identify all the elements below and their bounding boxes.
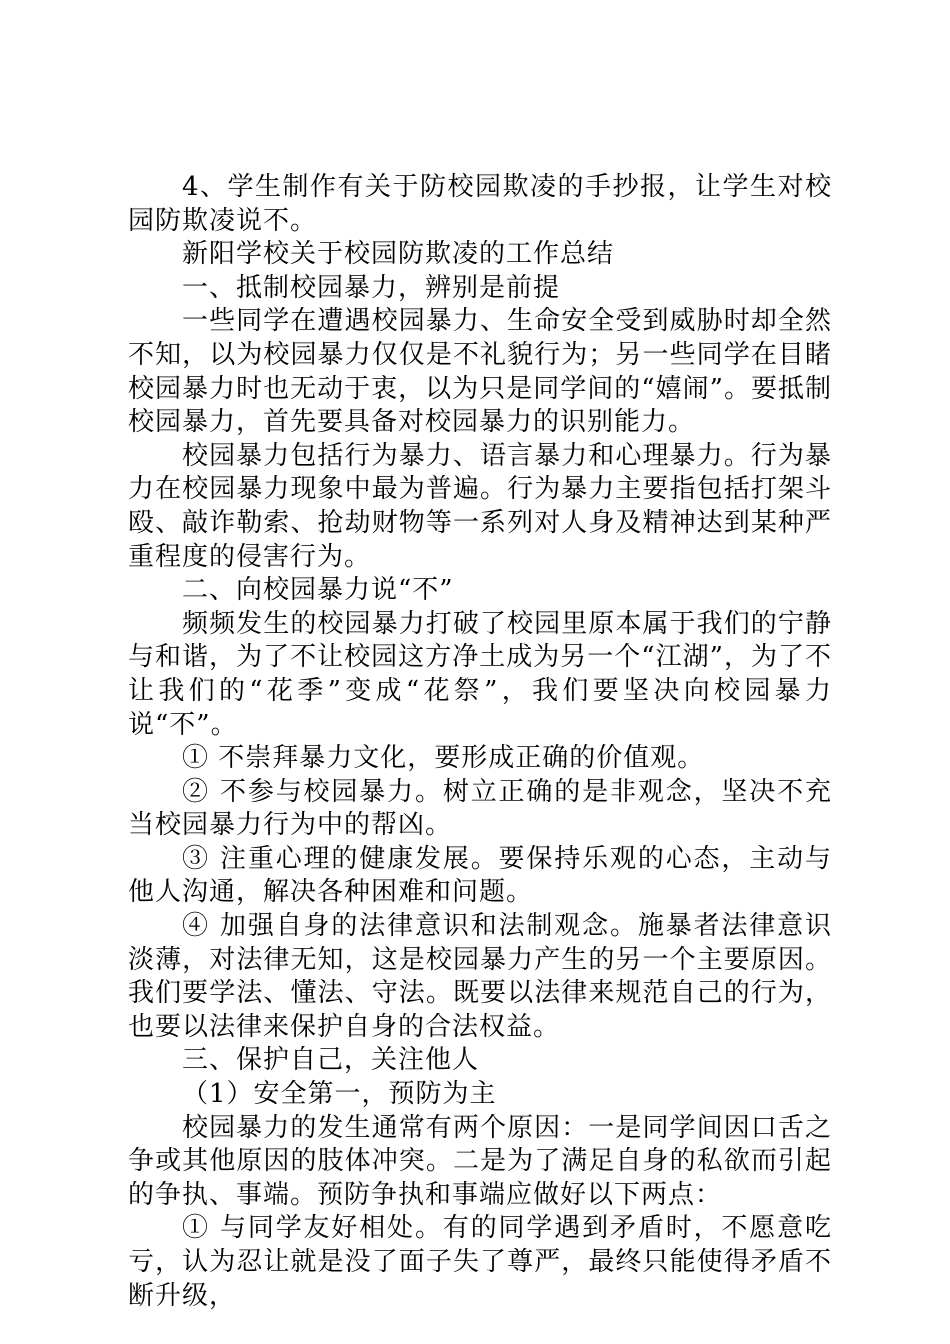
paragraph: 校园暴力的发生通常有两个原因：一是同学间因口舌之争或其他原因的肢体冲突。二是为了满足自身的私欲而引起的争执、事端。预防争执和事端应做好以下两点：: [128, 1112, 832, 1210]
paragraph: 频频发生的校园暴力打破了校园里原本属于我们的宁静与和谐，为了不让校园这方净土成为另一个“江湖”，为了不让我们的“花季”变成“花祭”，我们要坚决向校园暴力说“不”。: [128, 608, 832, 740]
list-item: ② 不参与校园暴力。树立正确的是非观念，坚决不充当校园暴力行为中的帮凶。: [128, 776, 832, 841]
section-heading-2: 二、向校园暴力说“不”: [182, 575, 454, 606]
document-title: 新阳学校关于校园防欺凌的工作总结: [182, 239, 615, 270]
section-heading-3: 三、保护自己，关注他人: [182, 1045, 480, 1076]
paragraph: 一些同学在遭遇校园暴力、生命安全受到威胁时却全然不知，以为校园暴力仅仅是不礼貌行为；另一些同学在目睹校园暴力时也无动于衷，以为只是同学间的“嬉闹”。要抵制校园暴力，首先要具备对校园暴力的识别能力。: [128, 306, 832, 438]
paragraph: 校园暴力包括行为暴力、语言暴力和心理暴力。行为暴力在校园暴力现象中最为普遍。行为暴力主要指包括打架斗殴、敲诈勒索、抢劫财物等一系列对人身及精神达到某种严重程度的侵害行为。: [128, 440, 832, 572]
paragraph-item-4: 4、学生制作有关于防校园欺凌的手抄报，让学生对校园防欺凌说不。: [128, 172, 832, 236]
list-item: ④ 加强自身的法律意识和法制观念。施暴者法律意识淡薄，对法律无知，这是校园暴力产生的另一个主要原因。我们要学法、懂法、守法。既要以法律来规范自己的行为，也要以法律来保护自身的合法权益。: [128, 911, 832, 1042]
list-item: ① 与同学友好相处。有的同学遇到矛盾时，不愿意吃亏，认为忍让就是没了面子失了尊严，最终只能使得矛盾不断升级，: [128, 1213, 832, 1311]
document-body: [128, 171, 832, 1313]
subsection-heading: （1）安全第一，预防为主: [182, 1079, 497, 1110]
list-item: ① 不崇拜暴力文化，要形成正确的价值观。: [182, 743, 705, 774]
list-item: ③ 注重心理的健康发展。要保持乐观的心态，主动与他人沟通，解决各种困难和问题。: [128, 843, 832, 908]
section-heading-1: 一、抵制校园暴力，辨别是前提: [182, 272, 561, 303]
